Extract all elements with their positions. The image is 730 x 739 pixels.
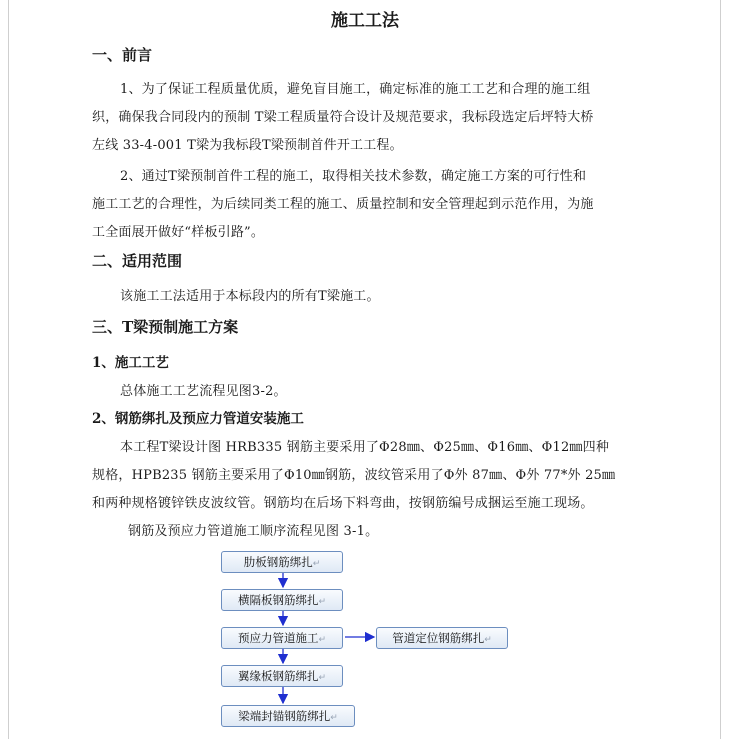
- flow-step-prestress-duct: [221, 627, 343, 649]
- flow-step-diaphragm-rebar: [221, 589, 343, 611]
- foreword-p2-line1: 2、通过T梁预制首件工程的施工，取得相关技术参数，确定施工方案的可行性和: [120, 169, 587, 184]
- flow-step-label: 翼缘板钢筋绑扎: [237, 669, 319, 683]
- paragraph-mark: ↵: [330, 713, 338, 723]
- foreword-p2-line3: 工全面展开做好“样板引路”。: [92, 225, 265, 240]
- flow-step-label: 梁端封锚钢筋绑扎: [238, 709, 331, 723]
- flow-step-end-anchor-rebar: [221, 705, 355, 727]
- foreword-p1-line1: 1、为了保证工程质量优质，避免盲目施工，确定标准的施工工艺和合理的施工组: [120, 82, 591, 97]
- paragraph-mark: ↵: [484, 635, 492, 645]
- rebar-line3: 和两种规格镀锌铁皮波纹管。钢筋均在后场下料弯曲，按钢筋编号成捆运至施工现场。: [92, 496, 594, 511]
- flow-step-label: 管道定位钢筋绑扎: [392, 631, 485, 645]
- flow-step-label: 预应力管道施工: [237, 631, 319, 645]
- paragraph-mark: ↵: [312, 559, 321, 569]
- flow-caption: 钢筋及预应力管道施工顺序流程见图 3-1。: [128, 524, 379, 539]
- foreword-p1-line2: 织，确保我合同段内的预制 T梁工程质量符合设计及规范要求，我标段选定后坪特大桥: [92, 110, 594, 125]
- document-title: 施工工法: [331, 11, 399, 31]
- flow-step-rib-rebar: [221, 551, 343, 573]
- heading-foreword: 一、前言: [92, 46, 153, 64]
- paragraph-mark: ↵: [318, 673, 327, 683]
- flow-step-label: 肋板钢筋绑扎: [243, 555, 313, 569]
- flow-step-label: 横隔板钢筋绑扎: [237, 593, 319, 607]
- heading-rebar: 2、钢筋绑扎及预应力管道安装施工: [92, 411, 304, 427]
- flow-step-flange-rebar: [221, 665, 343, 687]
- foreword-p2-line2: 施工工艺的合理性，为后续同类工程的施工、质量控制和安全管理起到示范作用，为施: [92, 197, 594, 212]
- heading-process: 1、施工工艺: [92, 355, 169, 371]
- foreword-p1-line3: 左线 33-4-001 T梁为我标段T梁预制首件开工工程。: [92, 138, 403, 153]
- paragraph-mark: ↵: [318, 597, 327, 607]
- rebar-line2: 规格，HPB235 钢筋主要采用了Φ10㎜钢筋，波纹管采用了Φ外 87㎜、Φ外 77*外 25㎜: [92, 468, 616, 483]
- heading-plan: 三、T梁预制施工方案: [92, 318, 239, 336]
- flow-side-duct-positioning-rebar: [376, 627, 508, 649]
- process-paragraph: 总体施工工艺流程见图3-2。: [120, 384, 287, 399]
- rebar-line1: 本工程T梁设计图 HRB335 钢筋主要采用了Φ28㎜、Φ25㎜、Φ16㎜、Φ12㎜四种: [120, 440, 610, 455]
- scope-paragraph: 该施工工法适用于本标段内的所有T梁施工。: [120, 289, 380, 304]
- heading-scope: 二、适用范围: [92, 252, 183, 270]
- paragraph-mark: ↵: [318, 635, 327, 645]
